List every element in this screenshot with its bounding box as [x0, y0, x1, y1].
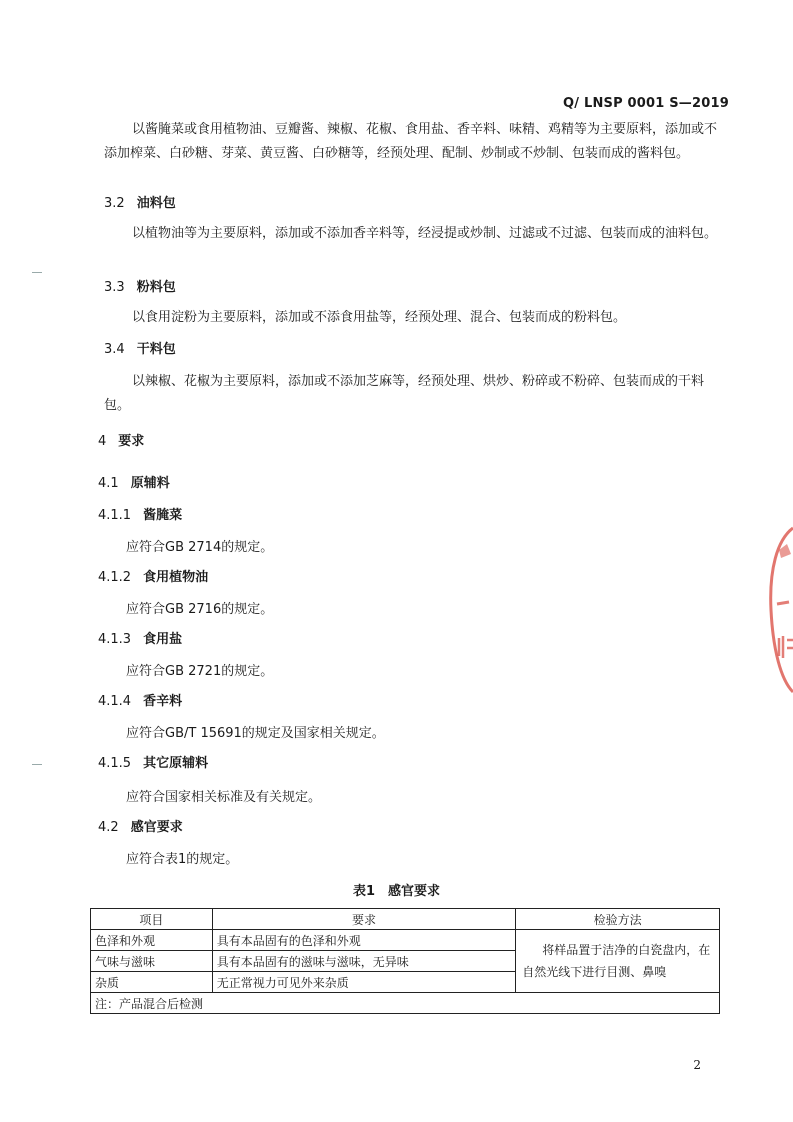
requirement-text: 应符合GB 2716的规定。	[126, 602, 274, 617]
table-cell-requirement: 无正常视力可见外来杂质	[212, 972, 515, 993]
section-title: 干料包	[136, 342, 176, 357]
section-3-3-heading	[104, 276, 176, 295]
section-4-2-heading	[98, 816, 183, 835]
section-number: 3.3	[104, 280, 125, 295]
section-4-1-4-heading	[98, 690, 182, 709]
seal-stamp-icon	[765, 520, 793, 700]
section-title: 油料包	[136, 196, 176, 211]
table-title: 表1 感官要求	[352, 884, 441, 899]
requirement-text: 应符合国家相关标准及有关规定。	[126, 790, 322, 805]
sensory-requirements-table	[90, 908, 720, 1014]
section-number: 4.1.1	[98, 508, 132, 523]
paragraph-dry-pack	[104, 370, 728, 418]
table-cell-item: 杂质	[91, 972, 213, 993]
section-4-1-2-heading	[98, 566, 208, 585]
table-note: 注：产品混合后检测	[91, 993, 720, 1014]
table-header-cell: 检验方法	[516, 909, 720, 930]
section-title: 其它原辅料	[143, 756, 209, 771]
paragraph-text: 以植物油等为主要原料，添加或不添加香辛料等，经浸提或炒制、过滤或不过滤、包装而成的油料包。	[132, 226, 718, 241]
paragraph-sauce-pack	[104, 118, 728, 166]
section-number: 3.4	[104, 342, 125, 357]
section-number: 4.1.4	[98, 694, 132, 709]
section-number: 4.1.2	[98, 570, 132, 585]
section-4-1-1-heading	[98, 504, 182, 523]
requirement-text: 应符合GB 2721的规定。	[126, 664, 274, 679]
section-4-1-heading	[98, 472, 170, 491]
section-number: 3.2	[104, 196, 125, 211]
table-header-cell: 要求	[212, 909, 515, 930]
section-title: 要求	[118, 434, 145, 449]
scan-mark	[32, 764, 42, 765]
section-4-heading	[98, 430, 144, 449]
document-code: Q/ LNSP 0001 S—2019	[563, 96, 729, 111]
table-row	[91, 930, 720, 951]
table-cell-requirement: 具有本品固有的滋味与滋味，无异味	[212, 951, 515, 972]
section-title: 食用盐	[143, 632, 183, 647]
section-number: 4.1.5	[98, 756, 132, 771]
requirement-text: 应符合GB 2714的规定。	[126, 540, 274, 555]
table-cell-item: 气味与滋味	[91, 951, 213, 972]
section-title: 食用植物油	[143, 570, 209, 585]
paragraph-text: 以辣椒、花椒为主要原料，添加或不添加芝麻等，经预处理、烘炒、粉碎或不粉碎、包装而成的干料包。	[104, 374, 705, 413]
section-title: 香辛料	[143, 694, 183, 709]
table-note-row	[91, 993, 720, 1014]
requirement-text: 应符合GB/T 15691的规定及国家相关规定。	[126, 726, 385, 741]
paragraph-powder-pack	[104, 306, 728, 330]
section-4-1-3-heading	[98, 628, 182, 647]
section-number: 4	[98, 434, 107, 449]
table-header-row	[91, 909, 720, 930]
section-title: 感官要求	[130, 820, 183, 835]
section-number: 4.1.3	[98, 632, 132, 647]
section-number: 4.2	[98, 820, 119, 835]
paragraph-text: 以酱腌菜或食用植物油、豆瓣酱、辣椒、花椒、食用盐、香辛料、味精、鸡精等为主要原料，添加或不添加榨菜、白砂糖、芽菜、黄豆酱、白砂糖等，经预处理、配制、炒制或不炒制、包装而成的酱料包。	[104, 122, 718, 161]
section-title: 粉料包	[136, 280, 176, 295]
section-title: 酱腌菜	[143, 508, 183, 523]
scan-mark	[32, 272, 42, 273]
table-cell-requirement: 具有本品固有的色泽和外观	[212, 930, 515, 951]
table-cell-method: 将样品置于洁净的白瓷盘内，在自然光线下进行目测、鼻嗅	[516, 930, 720, 993]
section-3-4-heading	[104, 338, 176, 357]
paragraph-text: 以食用淀粉为主要原料，添加或不添食用盐等，经预处理、混合、包装而成的粉料包。	[132, 310, 627, 325]
table-cell-item: 色泽和外观	[91, 930, 213, 951]
table-header-cell: 项目	[91, 909, 213, 930]
section-4-1-5-heading	[98, 752, 208, 771]
section-title: 原辅料	[130, 476, 170, 491]
section-number: 4.1	[98, 476, 119, 491]
requirement-text: 应符合表1的规定。	[126, 852, 239, 867]
page-number: 2	[693, 1058, 701, 1072]
paragraph-oil-pack	[104, 222, 728, 246]
section-3-2-heading	[104, 192, 176, 211]
